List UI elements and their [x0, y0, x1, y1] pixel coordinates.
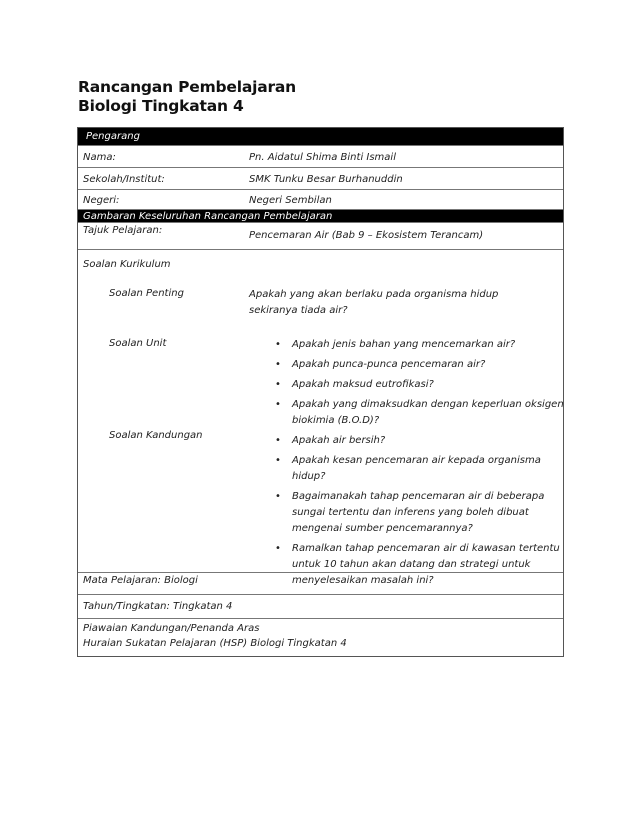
row-nama — [78, 146, 563, 168]
question-list — [275, 337, 570, 593]
list-item: • Apakah kesan pencemaran air kepada organisma hidup? — [275, 453, 570, 485]
nama-label: Nama: — [83, 152, 116, 163]
row-tahun — [78, 595, 563, 619]
section-header-gambaran — [78, 210, 563, 223]
list-item: • Apakah yang dimaksudkan dengan keperluan oksigen biokimia (B.O.D)? — [275, 397, 570, 429]
row-piawaian — [78, 619, 563, 656]
nama-value: Pn. Aidatul Shima Binti Ismail — [249, 152, 396, 163]
title-line-2: Biologi Tingkatan 4 — [78, 97, 244, 115]
section-title-pengarang: Pengarang — [86, 131, 140, 142]
sekolah-value: SMK Tunku Besar Burhanuddin — [249, 174, 403, 185]
mata-pelajaran-text: Mata Pelajaran: Biologi — [83, 575, 198, 586]
row-mata-pelajaran — [78, 573, 563, 595]
negeri-label: Negeri: — [83, 195, 120, 206]
soalan-penting-line-1: Apakah yang akan berlaku pada organisma hidup — [249, 289, 499, 300]
piawaian-label: Piawaian Kandungan/Penanda Aras — [83, 623, 260, 634]
list-item: • Apakah air bersih? — [275, 433, 570, 449]
row-negeri — [78, 190, 563, 210]
negeri-value: Negeri Sembilan — [249, 195, 332, 206]
title-line-1: Rancangan Pembelajaran — [78, 78, 297, 96]
soalan-kandungan-label: Soalan Kandungan — [109, 430, 203, 441]
soalan-unit-label: Soalan Unit — [109, 338, 167, 349]
section-header-pengarang — [78, 128, 563, 146]
soalan-kurikulum-label: Soalan Kurikulum — [83, 259, 171, 270]
list-item: • Bagaimanakah tahap pencemaran air di beberapa sungai tertentu dan inferens yang boleh dibuat mengenai sumber pencemarannya? — [275, 489, 570, 537]
tajuk-value: Pencemaran Air (Bab 9 – Ekosistem Terancam) — [249, 230, 484, 241]
tahun-text: Tahun/Tingkatan: Tingkatan 4 — [83, 601, 233, 612]
list-item: • Apakah maksud eutrofikasi? — [275, 377, 570, 393]
tajuk-label: Tajuk Pelajaran: — [83, 225, 163, 236]
row-tajuk — [78, 223, 563, 250]
list-item: • Apakah jenis bahan yang mencemarkan air? — [275, 337, 570, 353]
lesson-plan-table — [77, 127, 564, 657]
document-title — [78, 78, 296, 116]
piawaian-value: Huraian Sukatan Pelajaran (HSP) Biologi Tingkatan 4 — [83, 638, 347, 649]
list-item: • Apakah punca-punca pencemaran air? — [275, 357, 570, 373]
section-title-gambaran: Gambaran Keseluruhan Rancangan Pembelajaran — [83, 211, 333, 222]
sekolah-label: Sekolah/Institut: — [83, 174, 165, 185]
soalan-penting-line-2: sekiranya tiada air? — [249, 305, 348, 316]
soalan-penting-label: Soalan Penting — [109, 288, 184, 299]
row-sekolah — [78, 168, 563, 190]
list-item: • Ramalkan tahap pencemaran air di kawasan tertentu untuk 10 tahun akan datang dan strategi untuk menyelesaikan masalah ini? — [275, 541, 570, 589]
